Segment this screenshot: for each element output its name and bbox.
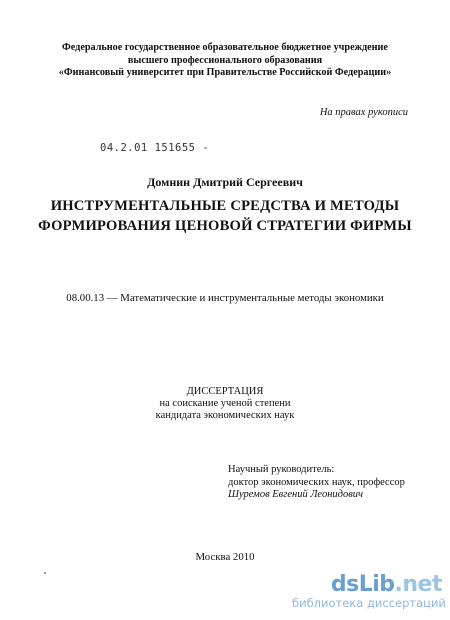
watermark-subtitle: библиотека диссертаций	[292, 596, 446, 610]
dslib-watermark-logo	[292, 572, 446, 610]
watermark-brand-main: dsLib	[330, 572, 395, 597]
library-stamp-number: 04.2.01 151655 -	[100, 142, 210, 154]
advisor-degree: доктор экономических наук, профессор	[228, 476, 405, 488]
manuscript-rights-note: На правах рукописи	[319, 107, 408, 118]
institution-header	[0, 42, 450, 80]
scan-speck	[44, 572, 46, 574]
author-name: Домнин Дмитрий Сергеевич	[147, 175, 303, 189]
dissertation-field-line: кандидата экономических наук	[155, 410, 295, 421]
dissertation-label: ДИССЕРТАЦИЯ	[186, 386, 264, 397]
watermark-brand	[292, 574, 442, 596]
dissertation-block	[0, 386, 450, 422]
header-line-1: Федеральное государственное образовательное бюджетное учреждение	[62, 42, 388, 53]
title-line-1: ИНСТРУМЕНТАЛЬНЫЕ СРЕДСТВА И МЕТОДЫ	[50, 198, 400, 214]
specialty-code: 08.00.13 — Математические и инструментальные методы экономики	[66, 292, 384, 304]
watermark-brand-domain: .net	[394, 572, 442, 597]
city-year: Москва 2010	[195, 551, 255, 563]
title-line-2: ФОРМИРОВАНИЯ ЦЕНОВОЙ СТРАТЕГИИ ФИРМЫ	[38, 217, 412, 234]
header-line-2: высшего профессионального образования	[127, 54, 323, 66]
advisor-name: Шуремов Евгений Леонидович	[228, 489, 364, 500]
thesis-title	[0, 197, 450, 236]
header-line-3: «Финансовый университет при Правительстве Российской Федерации»	[58, 67, 392, 78]
advisor-block	[228, 464, 405, 502]
dissertation-degree-line: на соискание ученой степени	[159, 398, 291, 409]
advisor-label: Научный руководитель:	[228, 464, 335, 475]
